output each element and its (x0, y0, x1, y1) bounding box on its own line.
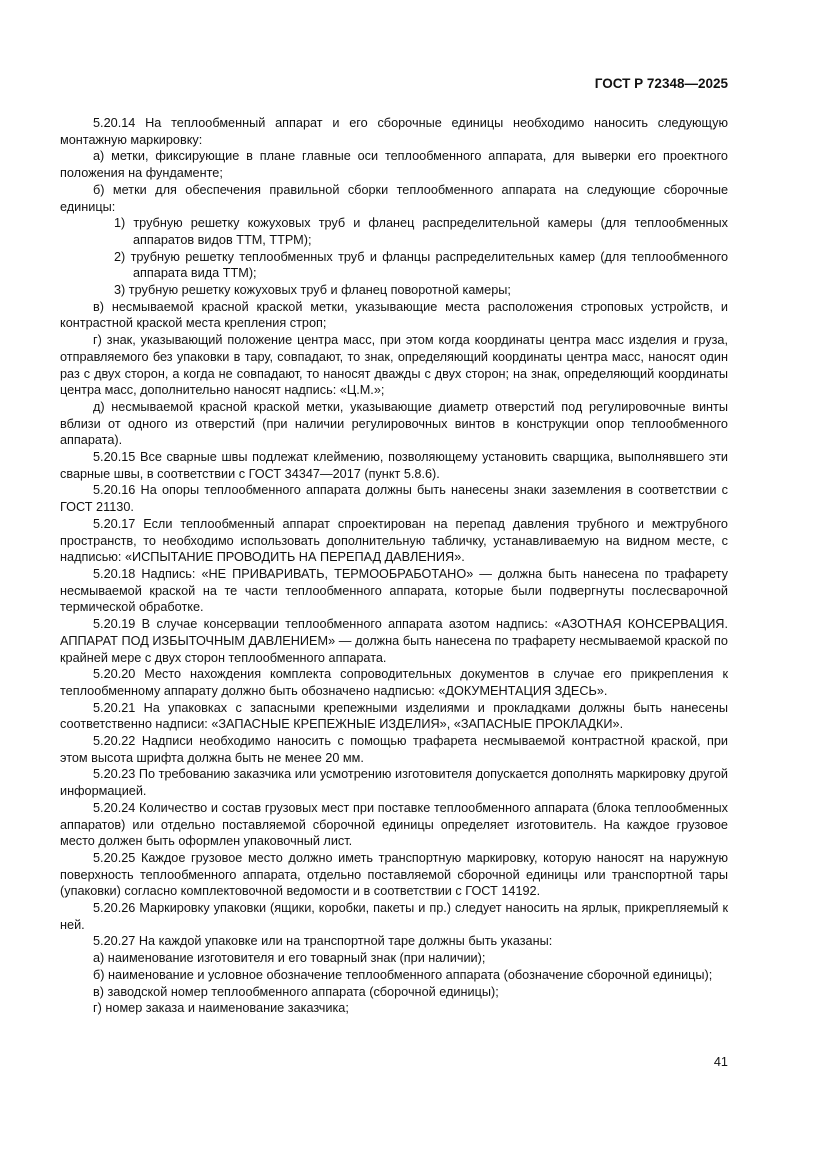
document-header: ГОСТ Р 72348—2025 (594, 76, 728, 91)
list-subitem: 1) трубную решетку кожуховых труб и фланец распределительной камеры (для теплообменных аппаратов видов ТТМ, ТТРМ); (114, 216, 728, 247)
page-number: 41 (713, 1055, 728, 1069)
paragraph: 5.20.25 Каждое грузовое место должно иметь транспортную маркировку, которую наносят на наружную поверхность теплообменного аппарата, отдельно поставляемой сборочной единицы или транспортной тары (упаковки) согласно комплектовочной ведомости и в соответствии с ГОСТ 14192. (60, 850, 728, 899)
paragraph: 5.20.21 На упаковках с запасными крепежными изделиями и прокладками должны быть нанесены соответственно надписи: «ЗАПАСНЫЕ КРЕПЕЖНЫЕ ИЗДЕЛИЯ», «ЗАПАСНЫЕ ПРОКЛАДКИ». (60, 700, 728, 732)
paragraph: 5.20.15 Все сварные швы подлежат клеймению, позволяющему установить сварщика, выполнявшего эти сварные швы, в соответствии с ГОСТ 34347—2017 (пункт 5.8.6). (60, 450, 728, 481)
paragraph: 5.20.20 Место нахождения комплекта сопроводительных документов в случае его прикрепления к теплообменному аппарату должно быть обозначено надписью: «ДОКУМЕНТАЦИЯ ЗДЕСЬ». (60, 667, 728, 698)
document-body (60, 115, 728, 1017)
paragraph: г) номер заказа и наименование заказчика; (93, 1001, 349, 1016)
paragraph: 5.20.26 Маркировку упаковки (ящики, коробки, пакеты и пр.) следует наносить на ярлык, прикрепляемый к ней. (60, 901, 728, 932)
paragraph: 5.20.24 Количество и состав грузовых мест при поставке теплообменного аппарата (блока теплообменных аппаратов) или отдельно поставляемой сборочной единицы определяет изготовитель. На каждое грузовое место должен быть оформлен упаковочный лист. (60, 800, 728, 849)
paragraph: 5.20.17 Если теплообменный аппарат спроектирован на перепад давления трубного и межтрубного пространств, то необходимо использовать дополнительную табличку, устанавливаемую на видном месте, с надписью: «ИСПЫТАНИЕ ПРОВОДИТЬ НА ПЕРЕПАД ДАВЛЕНИЯ». (60, 516, 728, 565)
list-subitem: 2) трубную решетку теплообменных труб и фланцы распределительных камер (для теплообменного аппарата вида ТТМ); (114, 249, 728, 281)
paragraph: 5.20.19 В случае консервации теплообменного аппарата азотом надпись: «АЗОТНАЯ КОНСЕРВАЦИЯ. АППАРАТ ПОД ИЗБЫТОЧНЫМ ДАВЛЕНИЕМ» — должна быть нанесена по трафарету несмываемой краской по крайней мере с двух сторон теплообменного аппарата. (60, 617, 728, 665)
paragraph: б) наименование и условное обозначение теплообменного аппарата (обозначение сборочной единицы); (93, 967, 713, 982)
paragraph: б) метки для обеспечения правильной сборки теплообменного аппарата на следующие сборочные единицы: (60, 182, 728, 214)
paragraph: 5.20.14 На теплообменный аппарат и его сборочные единицы необходимо наносить следующую монтажную маркировку: (60, 116, 728, 147)
paragraph: г) знак, указывающий положение центра масс, при этом когда координаты центра масс изделия и груза, отправляемого без упаковки в тару, совпадают, то знак, определяющий координаты центра масс, наносят один раз с двух сторон, а когда не совпадают, то наносят дважды с двух сторон; на знак, определяющий координаты центра масс, дополнительно наносят надпись: «Ц.М.»; (60, 333, 728, 398)
paragraph: 5.20.23 По требованию заказчика или усмотрению изготовителя допускается дополнять маркировку другой информацией. (60, 767, 728, 799)
paragraph: в) несмываемой красной краской метки, указывающие места расположения строповых устройств, и контрастной краской места крепления строп; (60, 299, 728, 331)
paragraph: 5.20.22 Надписи необходимо наносить с помощью трафарета несмываемой контрастной краской, при этом высота шрифта должна быть не менее 20 мм. (60, 734, 728, 765)
paragraph: 5.20.27 На каждой упаковке или на транспортной таре должны быть указаны: (93, 934, 553, 949)
paragraph: 5.20.16 На опоры теплообменного аппарата должны быть нанесены знаки заземления в соответствии с ГОСТ 21130. (60, 483, 728, 515)
paragraph: в) заводской номер теплообменного аппарата (сборочной единицы); (93, 984, 499, 999)
paragraph: д) несмываемой красной краской метки, указывающие диаметр отверстий под регулировочные винты вблизи от одного из отверстий (при наличии регулировочных винтов в конструкции опор теплообменного аппарата). (60, 399, 728, 448)
paragraph: а) метки, фиксирующие в плане главные оси теплообменного аппарата, для выверки его проектного положения на фундаменте; (60, 149, 728, 181)
paragraph: а) наименование изготовителя и его товарный знак (при наличии); (93, 951, 486, 966)
paragraph: 5.20.18 Надпись: «НЕ ПРИВАРИВАТЬ, ТЕРМООБРАБОТАНО» — должна быть нанесена по трафарету несмываемой краской на те части теплообменного аппарата, которые были подвергнуты послесварочной термической обработке. (60, 566, 728, 615)
list-subitem: 3) трубную решетку кожуховых труб и фланец поворотной камеры; (114, 283, 511, 298)
